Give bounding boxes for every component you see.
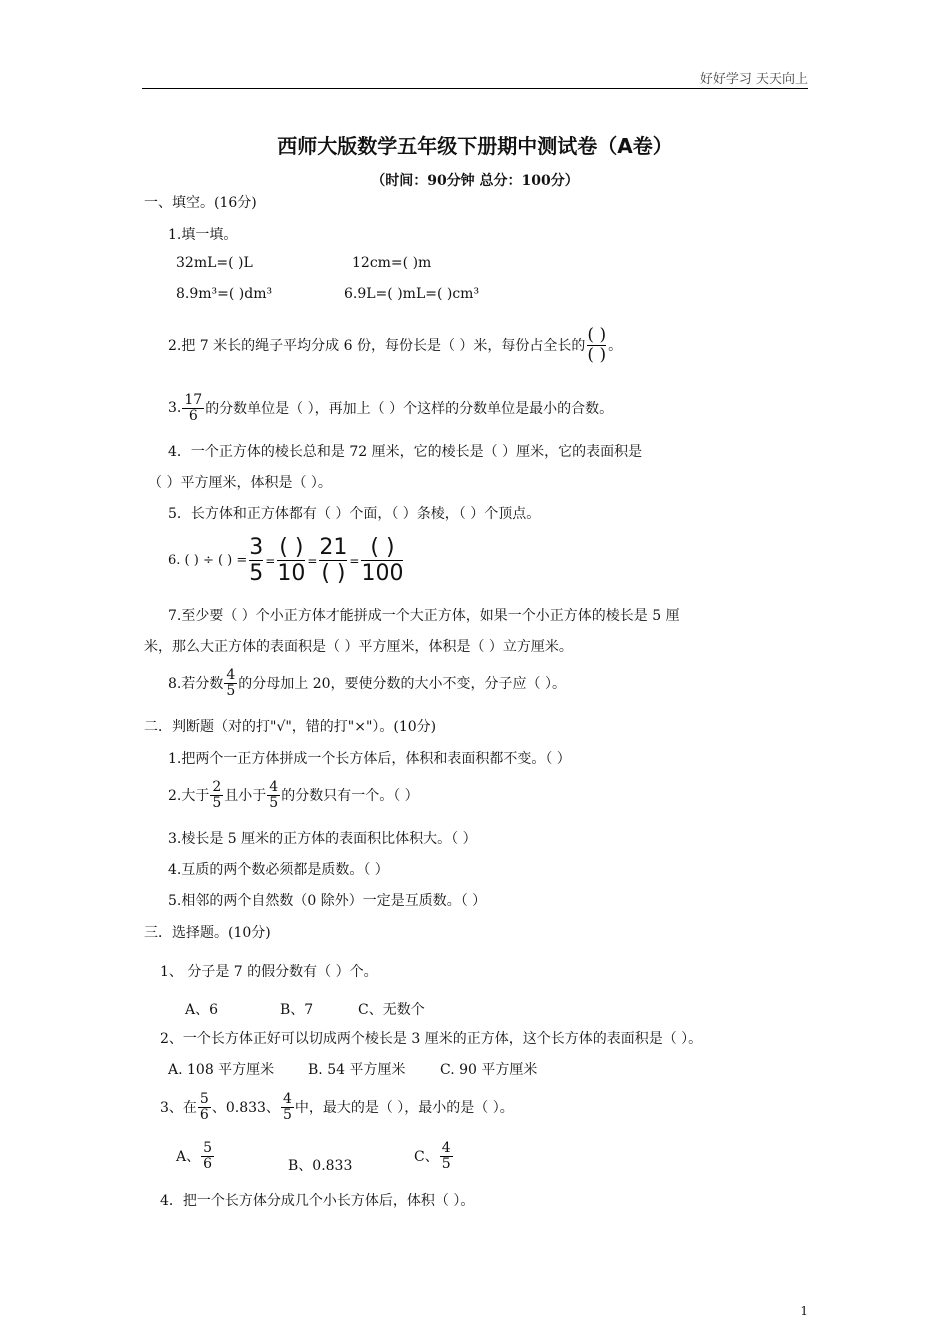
s2-q3: 3.棱长是 5 厘米的正方体的表面积比体积大。（ ） [168, 831, 477, 847]
s1-q6-fraction-2 [277, 535, 305, 587]
s2-q5: 5.相邻的两个自然数（0 除外）一定是互质数。（ ） [168, 893, 487, 909]
fraction-denominator: 6 [203, 1155, 213, 1172]
s1-q3-pre: 3. [168, 400, 182, 417]
s1-q6-fraction-1 [249, 535, 263, 587]
page-subtitle: （时间：90分钟 总分：100分） [371, 173, 579, 189]
s1-q6-fraction-4 [361, 535, 403, 587]
s3-q1-option-b: B、7 [280, 1002, 314, 1018]
fraction-numerator: ( ) [279, 535, 304, 560]
fraction-numerator: ( ) [370, 535, 395, 560]
section-1-heading: 一、填空。(16分) [144, 195, 257, 211]
section-2-heading: 二．判断题（对的打"√"，错的打"×"）。(10分) [144, 719, 437, 735]
s1-q1-b: 12cm=( )m [352, 255, 432, 271]
fraction-denominator: 6 [199, 1106, 209, 1123]
fraction-denominator: 5 [441, 1155, 451, 1172]
s3-q2: 2、一个长方体正好可以切成两个棱长是 3 厘米的正方体，这个长方体的表面积是（ ）。 [160, 1031, 703, 1047]
fraction-numerator: 5 [203, 1140, 213, 1156]
fraction-numerator: 4 [269, 779, 279, 795]
fraction-numerator: 4 [282, 1091, 292, 1107]
s3-q3-pre: 3、在 [160, 1100, 197, 1117]
fraction-denominator: 100 [361, 561, 404, 587]
s1-q1-d: 6.9L=( )mL=( )cm³ [344, 286, 480, 302]
s1-q2 [168, 326, 622, 364]
page-number: 1 [800, 1304, 808, 1318]
s1-q6-fraction-3 [319, 535, 347, 587]
s3-q3-option-b: B、0.833 [288, 1158, 353, 1174]
s1-q5: 5．长方体和正方体都有（ ）个面，（ ）条棱，（ ）个顶点。 [168, 506, 541, 522]
s1-q2-fraction [587, 326, 606, 364]
s3-q2-option-a: A. 108 平方厘米 [168, 1062, 275, 1078]
s2-q2-mid: 且小于 [224, 788, 267, 805]
s3-q2-option-b: B. 54 平方厘米 [308, 1062, 406, 1078]
s2-q2-fraction-1 [210, 780, 223, 810]
s3-q3-option-a-fraction [201, 1141, 214, 1171]
s3-q3-option-c [414, 1141, 454, 1171]
s1-q3-fraction [182, 393, 204, 423]
fraction-numerator: 2 [212, 779, 222, 795]
s1-q6 [168, 535, 405, 587]
s1-q7-line1: 7.至少要（ ）个小正方体才能拼成一个大正方体，如果一个小正方体的棱长是 5 厘 [168, 608, 680, 624]
option-c-label: C、 [414, 1149, 439, 1166]
fraction-denominator: 5 [249, 561, 264, 587]
s2-q2 [168, 780, 419, 810]
s1-q2-end: 。 [608, 338, 623, 355]
s2-q2-text: 的分数只有一个。（ ） [281, 788, 419, 805]
fraction-denominator: 6 [188, 407, 198, 424]
fraction-denominator: 5 [212, 794, 222, 811]
page-title: 西师大版数学五年级下册期中测试卷（A卷） [277, 134, 673, 158]
fraction-numerator: 21 [319, 535, 348, 560]
s3-q3-mid: 、0.833、 [211, 1100, 280, 1117]
fraction-numerator: ( ) [587, 325, 607, 345]
s1-q1-c: 8.9m³=( )dm³ [176, 286, 273, 302]
s1-q6-pre: 6. ( ) ÷ ( ) = [168, 553, 248, 569]
s3-q1-option-c: C、无数个 [358, 1002, 425, 1018]
s3-q3-text: 中，最大的是（ ），最小的是（ ）。 [294, 1100, 514, 1117]
fraction-numerator: 4 [441, 1140, 451, 1156]
s1-q8-pre: 8.若分数 [168, 676, 224, 693]
fraction-denominator: ( ) [321, 561, 346, 587]
fraction-denominator: 5 [226, 682, 236, 699]
fraction-denominator: 10 [277, 561, 306, 587]
fraction-denominator: ( ) [587, 344, 607, 365]
s3-q3-option-c-fraction [440, 1141, 453, 1171]
s3-q1-option-a: A、6 [185, 1002, 219, 1018]
s1-q8-fraction [224, 668, 237, 698]
fraction-numerator: 17 [184, 392, 203, 408]
equals-sign: = [265, 553, 276, 568]
header-rule [142, 88, 808, 89]
equals-sign: = [307, 553, 318, 568]
s1-q1-a: 32mL=( )L [176, 255, 253, 271]
s2-q4: 4.互质的两个数必须都是质数。（ ） [168, 862, 389, 878]
s3-q3 [160, 1092, 514, 1122]
s3-q3-option-a [176, 1141, 215, 1171]
fraction-numerator: 5 [199, 1091, 209, 1107]
equals-sign: = [349, 553, 360, 568]
fraction-numerator: 3 [249, 535, 264, 560]
s1-q4-line2: （ ）平方厘米，体积是（ ）。 [148, 475, 332, 491]
fraction-denominator: 5 [282, 1106, 292, 1123]
s1-q3 [168, 393, 613, 423]
s3-q4: 4．把一个长方体分成几个小长方体后，体积（ ）。 [160, 1193, 475, 1209]
s1-q1-label: 1.填一填。 [168, 227, 238, 243]
s1-q3-text: 的分数单位是（ ），再加上（ ）个这样的分数单位是最小的合数。 [205, 401, 614, 418]
s1-q8 [168, 668, 566, 698]
s1-q2-text: 2.把 7 米长的绳子平均分成 6 份，每份长是（ ）米，每份占全长的 [168, 338, 586, 355]
s2-q2-fraction-2 [267, 780, 280, 810]
s1-q8-text: 的分母加上 20，要使分数的大小不变，分子应（ ）。 [238, 676, 566, 693]
fraction-denominator: 5 [269, 794, 279, 811]
s2-q2-pre: 2.大于 [168, 788, 210, 805]
s3-q1: 1、 分子是 7 的假分数有（ ）个。 [160, 964, 378, 980]
s2-q1: 1.把两个一正方体拼成一个长方体后，体积和表面积都不变。（ ） [168, 751, 571, 767]
s3-q3-fraction-1 [198, 1092, 211, 1122]
header-text: 好好学习 天天向上 [699, 72, 808, 87]
option-a-label: A、 [176, 1149, 201, 1166]
fraction-numerator: 4 [226, 667, 236, 683]
s3-q3-fraction-2 [281, 1092, 294, 1122]
s3-q2-option-c: C. 90 平方厘米 [440, 1062, 538, 1078]
s1-q4-line1: 4．一个正方体的棱长总和是 72 厘米，它的棱长是（ ）厘米，它的表面积是 [168, 444, 643, 460]
section-3-heading: 三．选择题。(10分) [144, 925, 271, 941]
s1-q7-line2: 米，那么大正方体的表面积是（ ）平方厘米，体积是（ ）立方厘米。 [144, 639, 573, 655]
